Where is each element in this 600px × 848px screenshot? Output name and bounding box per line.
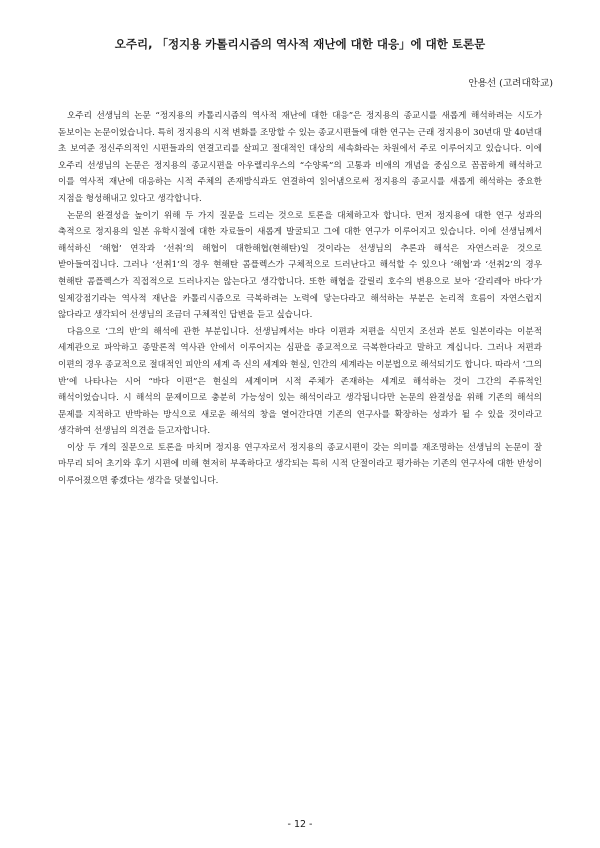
author-line: 안용선 (고려대학교) xyxy=(468,78,553,89)
body-text xyxy=(58,108,542,490)
paragraph-3: 다음으로 ‘그의 반’의 해석에 관한 부분입니다. 선생님께서는 바다 이편과 저편을 식민지 조선과 본토 일본이라는 이분적 세계관으로 파악하고 종말론적 역사관 안에서 이루어지는 심판을 종교적으로 극복한다라고 말하고 계십니다. 그러나 저편과 이편의 경우 종교적으로 절대적인 피안의 세계 즉 신의 세계와 현실, 인간의 세계라는 이분법으로 해석되기도 합니다. 따라서 ‘그의 반’에 나타나는 시어 “바다 이편”은 현실의 세계이며 시적 주체가 존재하는 세계로 해석하는 것이 그간의 주류적인 해석이었습니다. 시 해석의 문제이므로 충분히 가능성이 있는 해석이라고 생각됩니다만 논문의 완결성을 위해 기존의 해석의 문제를 지적하고 반박하는 방식으로 새로운 해석의 창을 열어간다면 기존의 연구사를 확장하는 성과가 될 수 있을 것이라고 생각하여 선생님의 의견을 듣고자합니다. xyxy=(58,326,542,437)
page-number: - 12 - xyxy=(287,819,313,830)
paragraph-1: 오주리 선생님의 논문 “정지용의 카톨리시즘의 역사적 재난에 대한 대응”은 정지용의 종교시를 새롭게 해석하려는 시도가 돋보이는 논문이었습니다. 특히 정지용의 시적 변화를 조망할 수 있는 종교시편들에 대한 연구는 근래 정지용이 30년대 말 40년대 초 보여준 정신주의적인 시편들과의 연결고리를 살피고 절대적인 대상의 세속화라는 차원에서 주로 이루어지고 있습니다. 이에 오주리 선생님의 논문은 정지용의 종교시편을 아우렐리우스의 “수양록”의 고통과 비애의 개념을 중심으로 꼼꼼하게 해석하고 이를 역사적 재난에 대응하는 시적 주체의 존재방식과도 연결하여 읽어냄으로써 정지용의 종교시를 새롭게 해석하는 중요한 지점을 형성해내고 있다고 생각합니다. xyxy=(58,111,542,204)
paragraph-2: 논문의 완결성을 높이기 위해 두 가지 질문을 드리는 것으로 토론을 대체하고자 합니다. 먼저 정지용에 대한 연구 성과의 축적으로 정지용의 일본 유학시절에 대한 자료들이 새롭게 발굴되고 그에 대한 연구가 이루어지고 있습니다. 이에 선생님께서 해석하신 ‘해협’ 연작과 ‘선취’의 해협이 대한해협(현해탄)일 것이라는 선생님의 추론과 해석은 자연스러운 것으로 받아들여집니다. 그러나 ‘선취1’의 경우 현해탄 콤플렉스가 구체적으로 드러난다고 해석할 수 있으나 ‘해협’과 ‘선취2’의 경우 현해탄 콤플렉스가 직접적으로 드러나지는 않는다고 생각합니다. 또한 해협을 갈릴리 호수의 변용으로 보아 ‘갈리레아 바다’가 일제강점기라는 역사적 재난을 카톨리시즘으로 극복하려는 노력에 닿는다라고 해석하는 부분은 논리적 흐름이 자연스럽지 않다라고 생각되어 선생님의 조금더 구체적인 답변을 듣고 싶습니다. xyxy=(58,210,542,321)
page-title: 오주리, 「정지용 카톨리시즘의 역사적 재난에 대한 대응」에 대한 토론문 xyxy=(114,37,486,51)
paragraph-4: 이상 두 개의 질문으로 토론을 마치며 정지용 연구자로서 정지용의 종교시편이 갖는 의미를 재조명하는 선생님의 논문이 잘 마무리 되어 초기와 후기 시편에 비해 현저히 부족하다고 생각되는 특히 시적 단절이라고 평가하는 기존의 연구사에 대한 반성이 이루어졌으면 좋겠다는 생각을 덧붙입니다. xyxy=(58,442,542,487)
